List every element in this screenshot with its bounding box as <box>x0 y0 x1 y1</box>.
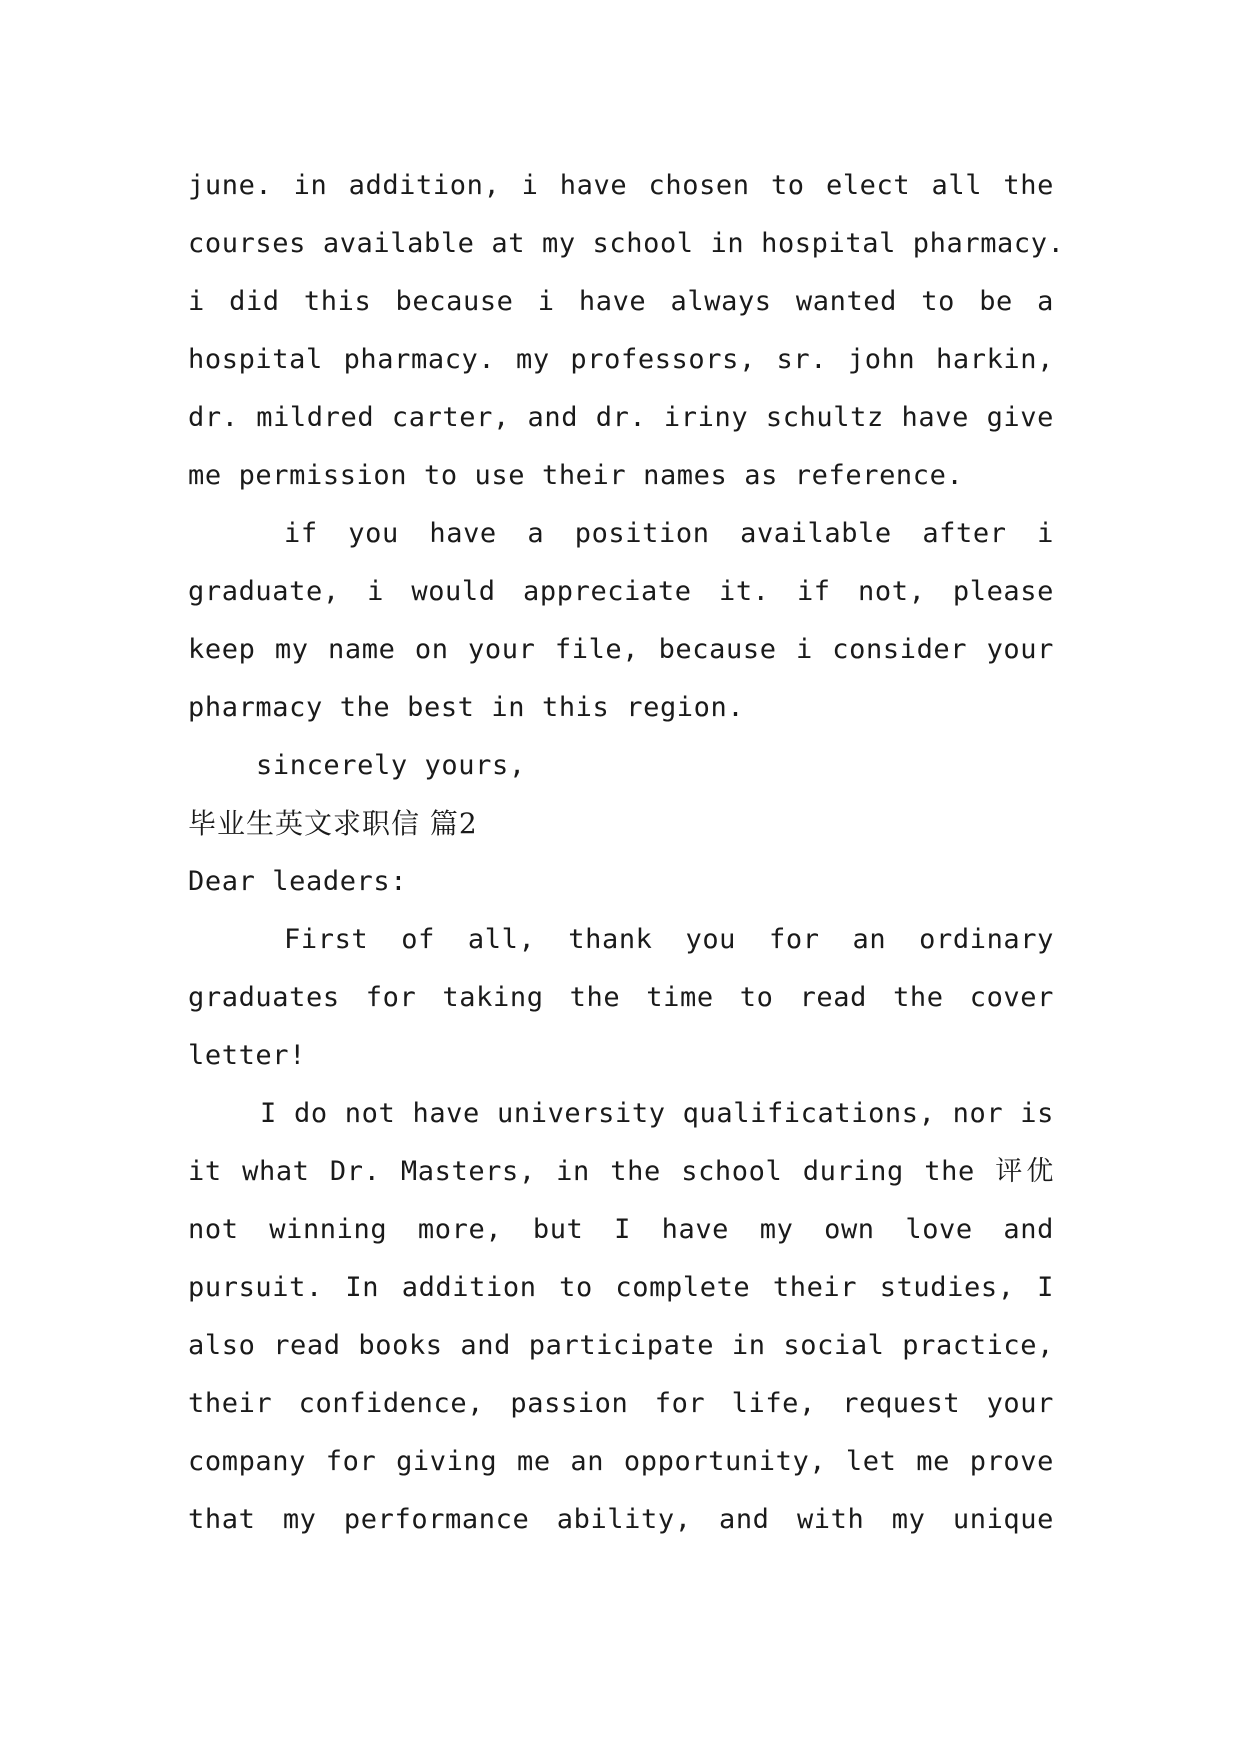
paragraph-line: company for giving me an opportunity, let me prove <box>188 1446 1054 1477</box>
paragraph-line: graduates for taking the time to read the cover <box>188 982 1054 1013</box>
section-heading: 毕业生英文求职信 篇2 <box>188 807 478 840</box>
paragraph-line: june. in addition, i have chosen to elect all the <box>188 170 1054 201</box>
paragraph-line: hospital pharmacy. my professors, sr. john harkin, <box>188 344 1054 375</box>
paragraph-line: their confidence, passion for life, request your <box>188 1388 1054 1419</box>
salutation: Dear leaders: <box>188 866 408 897</box>
paragraph-line: I do not have university qualifications, nor is <box>260 1098 1054 1129</box>
paragraph-line: dr. mildred carter, and dr. iriny schultz have give <box>188 402 1054 433</box>
closing-line: sincerely yours, <box>256 750 526 781</box>
paragraph-line: pharmacy the best in this region. <box>188 692 745 723</box>
paragraph-line: that my performance ability, and with my unique <box>188 1504 1054 1535</box>
paragraph-line: i did this because i have always wanted to be a <box>188 286 1054 317</box>
paragraph-line: courses available at my school in hospital pharmacy. <box>188 228 1065 259</box>
paragraph-line: graduate, i would appreciate it. if not, please <box>188 576 1054 607</box>
paragraph-line: pursuit. In addition to complete their studies, I <box>188 1272 1054 1303</box>
paragraph-line: letter! <box>188 1040 306 1071</box>
paragraph-line: keep my name on your file, because i consider your <box>188 634 1054 665</box>
paragraph-line: not winning more, but I have my own love and <box>188 1214 1054 1245</box>
paragraph-line: it what Dr. Masters, in the school during the 评优 <box>188 1156 1054 1187</box>
paragraph-line: me permission to use their names as reference. <box>188 460 964 491</box>
paragraph-line: First of all, thank you for an ordinary <box>284 924 1054 955</box>
paragraph-line: if you have a position available after i <box>284 518 1054 549</box>
paragraph-line: also read books and participate in social practice, <box>188 1330 1054 1361</box>
